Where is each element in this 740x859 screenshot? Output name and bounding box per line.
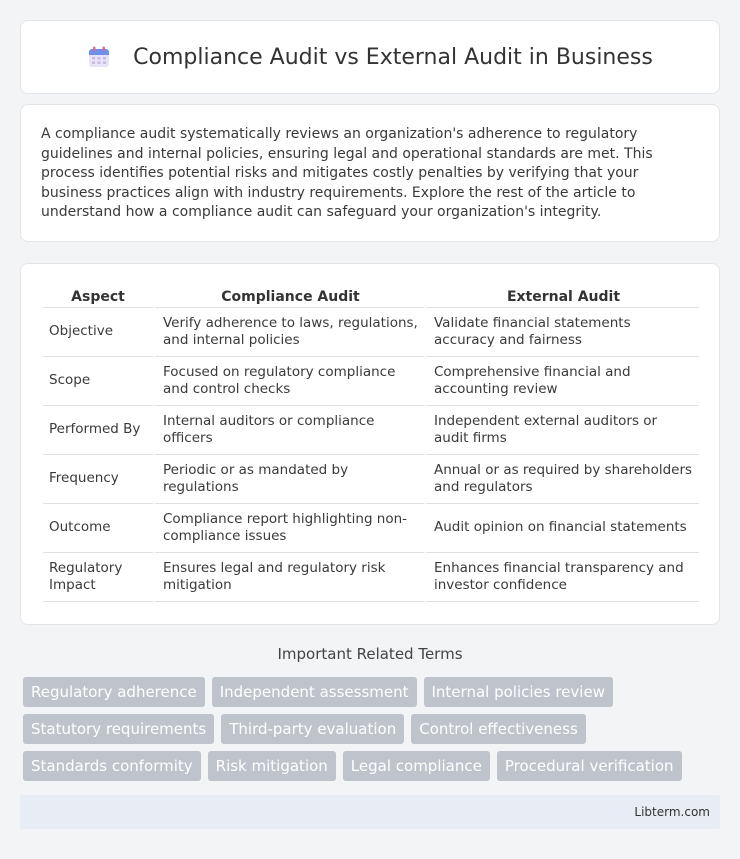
header-aspect: Aspect (43, 284, 153, 308)
row-compliance: Periodic or as mandated by regulations (153, 455, 424, 504)
related-terms-list (23, 677, 723, 788)
tag-internal-policies-review[interactable]: Internal policies review (424, 677, 613, 707)
row-external: Independent external auditors or audit firms (424, 406, 699, 455)
row-external: Validate financial statements accuracy and fairness (424, 308, 699, 357)
row-compliance: Verify adherence to laws, regulations, and internal policies (153, 308, 424, 357)
calendar-icon (87, 45, 111, 69)
row-aspect: Outcome (43, 504, 153, 553)
page-title: Compliance Audit vs External Audit in Business (133, 44, 653, 70)
tag-regulatory-adherence[interactable]: Regulatory adherence (23, 677, 205, 707)
tag-row (23, 677, 723, 707)
intro-text: A compliance audit systematically reviews an organization's adherence to regulatory guidelines and internal policies, ensuring legal and operational standards are met. This process identifies potential risks and mitigates costly penalties by verifying that your business practices align with industry requirements. Explore the rest of the article to understand how a compliance audit can safeguard your organization's integrity. (41, 126, 653, 221)
row-compliance: Focused on regulatory compliance and control checks (153, 357, 424, 406)
row-external: Enhances financial transparency and investor confidence (424, 553, 699, 602)
tag-row (23, 714, 723, 744)
tag-procedural-verification[interactable]: Procedural verification (497, 751, 682, 781)
row-compliance: Compliance report highlighting non-compliance issues (153, 504, 424, 553)
comparison-table-card (20, 263, 720, 625)
row-aspect: Frequency (43, 455, 153, 504)
table-row (43, 406, 699, 455)
comparison-table (43, 284, 699, 602)
row-aspect: Scope (43, 357, 153, 406)
table-row (43, 553, 699, 602)
table-row (43, 455, 699, 504)
tag-row (23, 751, 723, 781)
table-row (43, 308, 699, 357)
row-aspect: Objective (43, 308, 153, 357)
page-header (20, 20, 720, 94)
row-compliance: Ensures legal and regulatory risk mitigation (153, 553, 424, 602)
row-aspect: Regulatory Impact (43, 553, 153, 602)
tag-standards-conformity[interactable]: Standards conformity (23, 751, 201, 781)
footer (20, 795, 720, 829)
row-aspect: Performed By (43, 406, 153, 455)
tag-third-party-evaluation[interactable]: Third-party evaluation (221, 714, 404, 744)
row-external: Annual or as required by shareholders and regulators (424, 455, 699, 504)
tag-statutory-requirements[interactable]: Statutory requirements (23, 714, 214, 744)
tag-legal-compliance[interactable]: Legal compliance (343, 751, 490, 781)
tag-risk-mitigation[interactable]: Risk mitigation (208, 751, 336, 781)
row-compliance: Internal auditors or compliance officers (153, 406, 424, 455)
related-terms-title: Important Related Terms (277, 645, 463, 663)
row-external: Comprehensive financial and accounting review (424, 357, 699, 406)
intro-section (20, 104, 720, 242)
header-compliance-audit: Compliance Audit (153, 284, 424, 308)
header-external-audit: External Audit (424, 284, 699, 308)
table-row (43, 504, 699, 553)
tag-control-effectiveness[interactable]: Control effectiveness (411, 714, 586, 744)
footer-brand-link[interactable]: Libterm.com (634, 805, 710, 819)
table-row (43, 357, 699, 406)
table-header-row (43, 284, 699, 308)
row-external: Audit opinion on financial statements (424, 504, 699, 553)
tag-independent-assessment[interactable]: Independent assessment (212, 677, 417, 707)
